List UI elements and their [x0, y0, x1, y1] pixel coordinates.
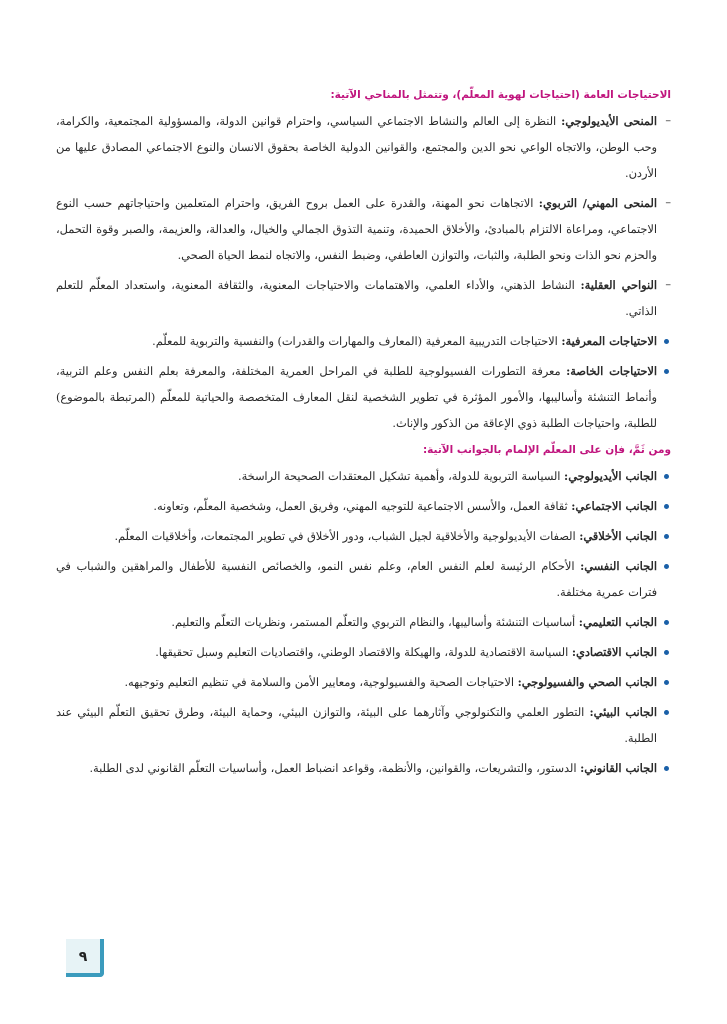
item-term: الجانب الاجتماعي:: [571, 499, 657, 513]
bullet-icon: [664, 620, 669, 625]
bullet-aspect-ideological: [56, 463, 671, 490]
item-text: السياسة الاقتصادية للدولة، والهيكلة والاقتصاد الوطني، واقتصاديات التعليم وسبل تحقيقها.: [155, 646, 572, 659]
item-text: الاحتياجات التدريبية المعرفية (المعارف والمهارات والقدرات) والنفسية والتربوية للمعلّم.: [152, 335, 562, 348]
item-text: أساسيات التنشئة وأساليبها، والنظام التربوي والتعلّم المستمر، ونظريات التعلّم والتعليم.: [171, 616, 579, 629]
bullet-aspect-educational: [56, 609, 671, 636]
item-term: الجانب النفسي:: [580, 559, 657, 573]
item-term: النواحي العقلية:: [580, 278, 658, 292]
item-text: النشاط الذهني، والأداء العلمي، والاهتمامات والاحتياجات المعنوية، والثقافة المعنوية، واستعداد المعلّم للتعلم الذاتي.: [56, 279, 657, 318]
bullet-icon: [664, 680, 669, 685]
bullet-icon: [664, 369, 669, 374]
item-term: الجانب الاقتصادي:: [571, 645, 657, 659]
section-heading-aspects: ومن ثَمَّ، فإن على المعلّم الإلمام بالجوانب الآتية:: [422, 444, 671, 456]
item-term: الجانب الصحي والفسيولوجي:: [517, 675, 657, 689]
item-text: النظرة إلى العالم والنشاط الاجتماعي السياسي، واحترام قوانين الدولة، والمسؤولية المجتمعية، والكرامة، وحب الوطن، والاتجاه الواعي نحو الدين والمجتمع، والقوانين الدولية الخاصة بحقوق الانسان والنوع الاجتماعي المصادق عليها من الأردن.: [56, 115, 657, 180]
item-term: المنحى المهني/ التربوي:: [538, 196, 657, 210]
item-text: ثقافة العمل، والأسس الاجتماعية للتوجيه المهني، وفريق العمل، وشخصية المعلّم، وتعاونه.: [153, 500, 572, 513]
dash-item-professional: [56, 190, 671, 269]
item-term: الجانب القانوني:: [580, 761, 657, 775]
bullet-icon: [664, 504, 669, 509]
bullet-aspect-health: [56, 669, 671, 696]
item-term: الجانب التعليمي:: [578, 615, 657, 629]
section-heading-general-needs: الاحتياجات العامة (احتياجات لهوية المعلّم)، وتتمثل بالمناحي الآتية:: [330, 89, 671, 101]
item-term: الاحتياجات الخاصة:: [566, 364, 657, 378]
bullet-aspect-social: [56, 493, 671, 520]
item-text: الاتجاهات نحو المهنة، والقدرة على العمل بروح الفريق، واحترام المتعلمين واحتياجاتهم حسب النوع الاجتماعي، ومراعاة الالتزام بالمبادئ، والأخلاق الحميدة، وتنمية التذوق الجمالي والخيال، والعدالة، والعزيمة، والصبر وقوة التحمل، والحزم نحو الذات ونحو الطلبة، والثبات، والتوازن العاطفي، وضبط النفس، والاتجاه لنمط الحياة الصحي.: [56, 197, 657, 262]
item-term: الاحتياجات المعرفية:: [561, 334, 657, 348]
bullet-aspect-ethical: [56, 523, 671, 550]
bullet-special-needs: [56, 358, 671, 437]
bullet-icon: [664, 339, 669, 344]
item-term: المنحى الأيديولوجي:: [561, 114, 657, 128]
bullet-icon: [664, 564, 669, 569]
item-text: معرفة التطورات الفسيولوجية للطلبة في المراحل العمرية المختلفة، والمعرفة بعلم النفس وعلم التربية، وأنماط التنشئة وأساليبها، والأمور المؤثرة في تطوير الشخصية لنقل المعارف المتخصصة والحياتية للمعلّم (المرتبطة بالموضوع) للطلبة، واحتياجات الطلبة ذوي الإعاقة من الذكور والإناث.: [56, 365, 657, 430]
bullet-icon: [664, 650, 669, 655]
item-text: الأحكام الرئيسة لعلم النفس العام، وعلم نفس النمو، والخصائص النفسية للأطفال والمراهقين والشباب في فترات عمرية مختلفة.: [56, 560, 657, 599]
bullet-icon: [664, 534, 669, 539]
page-content: [56, 85, 671, 785]
page-number: ٩: [66, 939, 104, 977]
item-text: السياسة التربوية للدولة، وأهمية تشكيل المعتقدات الصحيحة الراسخة.: [238, 470, 565, 483]
bullet-aspect-economic: [56, 639, 671, 666]
item-text: التطور العلمي والتكنولوجي وآثارهما على البيئة، والتوازن البيئي، وحماية البيئة، وطرق تحقيق التعلّم البيئي عند الطلبة.: [56, 706, 657, 745]
item-term: الجانب البيئي:: [589, 705, 657, 719]
item-text: الصفات الأيديولوجية والأخلاقية لجيل الشباب، ودور الأخلاق في تطوير المجتمعات، وأخلاقيات المعلّم.: [114, 530, 580, 543]
bullet-icon: [664, 474, 669, 479]
item-text: الدستور، والتشريعات، والقوانين، والأنظمة، وقواعد انضباط العمل، وأساسيات التعلّم القانوني لدى الطلبة.: [89, 762, 581, 775]
item-term: الجانب الأخلاقي:: [579, 529, 657, 543]
item-term: الجانب الأيديولوجي:: [564, 469, 657, 483]
bullet-aspect-psychological: [56, 553, 671, 606]
bullet-icon: [664, 710, 669, 715]
dash-item-ideological: [56, 108, 671, 187]
dash-item-mental: [56, 272, 671, 325]
bullet-aspect-environmental: [56, 699, 671, 752]
bullet-cognitive-needs: [56, 328, 671, 355]
bullet-aspect-legal: [56, 755, 671, 782]
bullet-icon: [664, 766, 669, 771]
item-text: الاحتياجات الصحية والفسيولوجية، ومعايير الأمن والسلامة في تنظيم التعليم وتوجيهه.: [124, 676, 518, 689]
